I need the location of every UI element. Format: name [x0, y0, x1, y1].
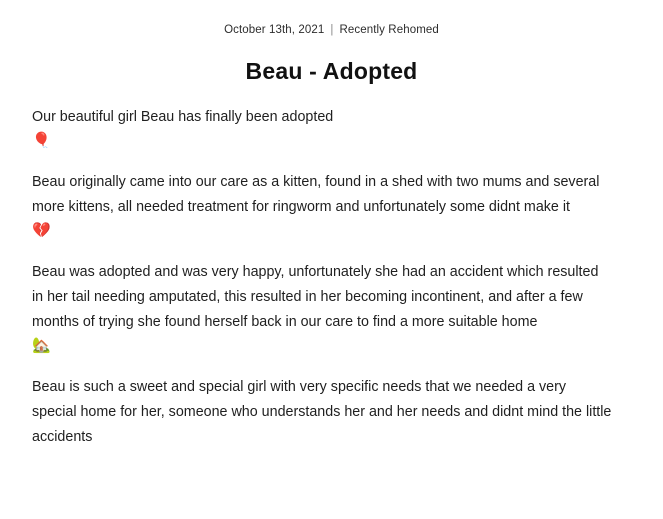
- meta-separator: |: [330, 24, 334, 36]
- article-paragraph: [32, 260, 612, 357]
- paragraph-text: Beau is such a sweet and special girl with very specific needs that we needed a very special home for her, someone who understands her and her needs and didnt mind the little accidents: [32, 379, 612, 445]
- article-meta: [32, 24, 631, 36]
- paragraph-text: Our beautiful girl Beau has finally been adopted: [32, 109, 334, 125]
- article-paragraph: [32, 105, 612, 152]
- article-category[interactable]: Recently Rehomed: [339, 24, 439, 36]
- broken-heart-icon: 💔: [32, 222, 51, 239]
- balloon-icon: 🎈: [32, 132, 51, 149]
- house-icon: 🏡: [32, 337, 51, 354]
- article-paragraph: [32, 375, 612, 450]
- paragraph-text: Beau was adopted and was very happy, unfortunately she had an accident which resulted in her tail needing amputated, this resulted in her becoming incontinent, and after a few months of trying she found herself back in our care to find a more suitable home: [32, 264, 599, 330]
- article-paragraph: [32, 170, 612, 242]
- paragraph-text: Beau originally came into our care as a kitten, found in a shed with two mums and several more kittens, all needed treatment for ringworm and unfortunately some didnt make it: [32, 174, 600, 215]
- page-title: Beau - Adopted: [245, 58, 418, 84]
- publish-date: October 13th, 2021: [224, 24, 325, 36]
